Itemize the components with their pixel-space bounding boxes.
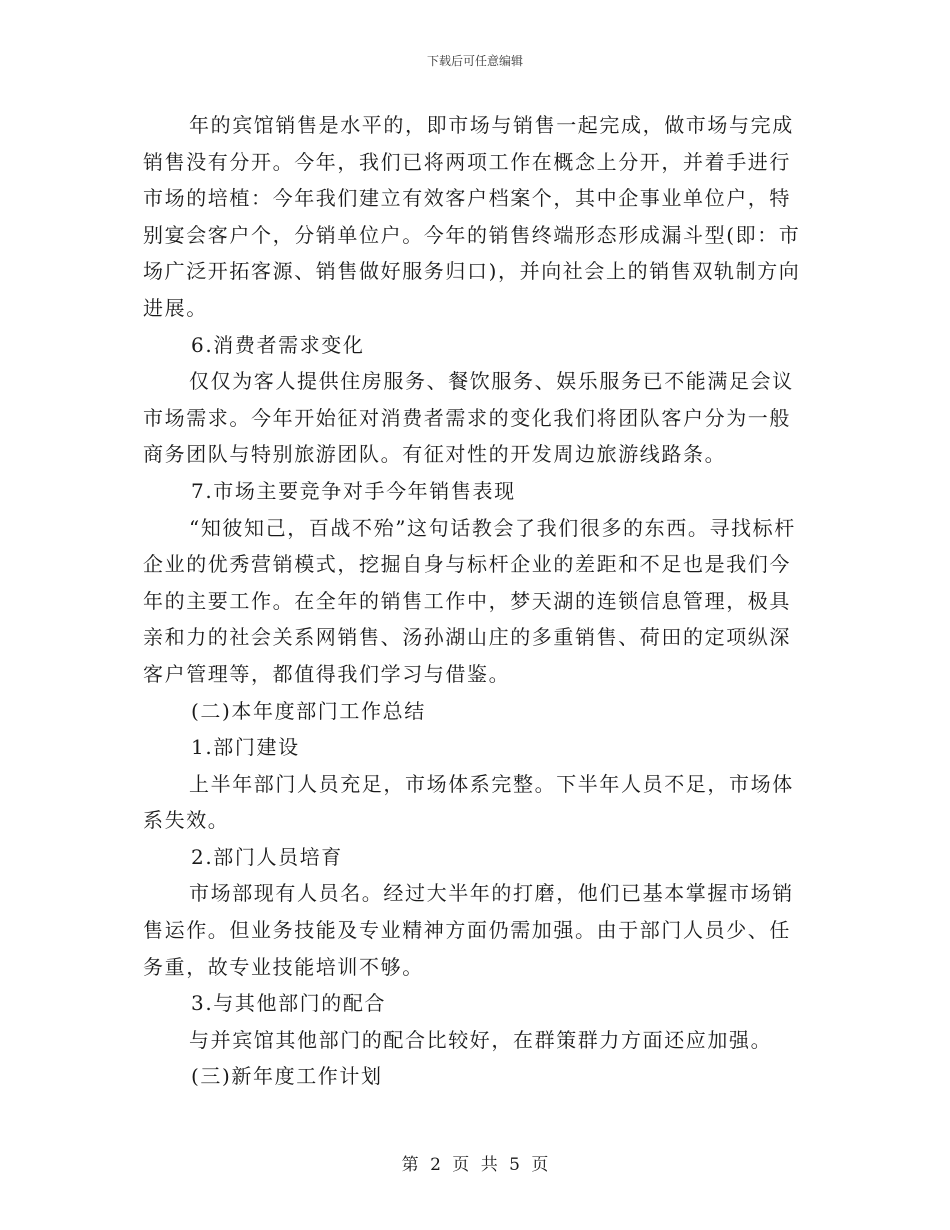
section-heading: 6.消费者需求变化 (191, 332, 365, 357)
section-heading: 7.市场主要竞争对手今年销售表现 (191, 478, 516, 503)
body-paragraph: 年的宾馆销售是水平的，即市场与销售一起完成，做市场与完成销售没有分开。今年，我们已将两项工作在概念上分开，并着手进行市场的培植：今年我们建立有效客户档案个，其中企事业单位户，特别宴会客户个，分销单位户。今年的销售终端形态形成漏斗型(即：市场广泛开拓客源、销售做好服务归口)，并向社会上的销售双轨制方向进展。 (143, 113, 801, 320)
page-header: 下载后可任意编辑 (426, 54, 523, 68)
section-heading: 1.部门建设 (191, 735, 300, 760)
body-paragraph: 市场部现有人员名。经过大半年的打磨，他们已基本掌握市场销售运作。但业务技能及专业精神方面仍需加强。由于部门人员少、任务重，故专业技能培训不够。 (143, 881, 794, 979)
body-paragraph: 上半年部门人员充足，市场体系完整。下半年人员不足，市场体系失效。 (143, 771, 794, 833)
body-paragraph: 仅仅为客人提供住房服务、餐饮服务、娱乐服务已不能满足会议市场需求。今年开始征对消费者需求的变化我们将团队客户分为一般商务团队与特别旅游团队。有征对性的开发周边旅游线路条。 (143, 369, 794, 467)
body-paragraph: “知彼知己，百战不殆”这句话教会了我们很多的东西。寻找标杆企业的优秀营销模式，挖掘自身与标杆企业的差距和不足也是我们今年的主要工作。在全年的销售工作中，梦天湖的连锁信息管理，极具亲和力的社会关系网销售、汤孙湖山庄的多重销售、荷田的定项纵深客户管理等，都值得我们学习与借鉴。 (143, 515, 796, 686)
page-footer: 第 2 页 共 5 页 (401, 1155, 549, 1175)
section-heading: (三)新年度工作计划 (191, 1064, 383, 1089)
section-heading: (二)本年度部门工作总结 (191, 698, 426, 723)
body-paragraph: 与并宾馆其他部门的配合比较好，在群策群力方面还应加强。 (189, 1027, 773, 1052)
section-heading: 2.部门人员培育 (191, 844, 343, 869)
section-heading: 3.与其他部门的配合 (191, 991, 387, 1016)
document-body (143, 107, 811, 1095)
